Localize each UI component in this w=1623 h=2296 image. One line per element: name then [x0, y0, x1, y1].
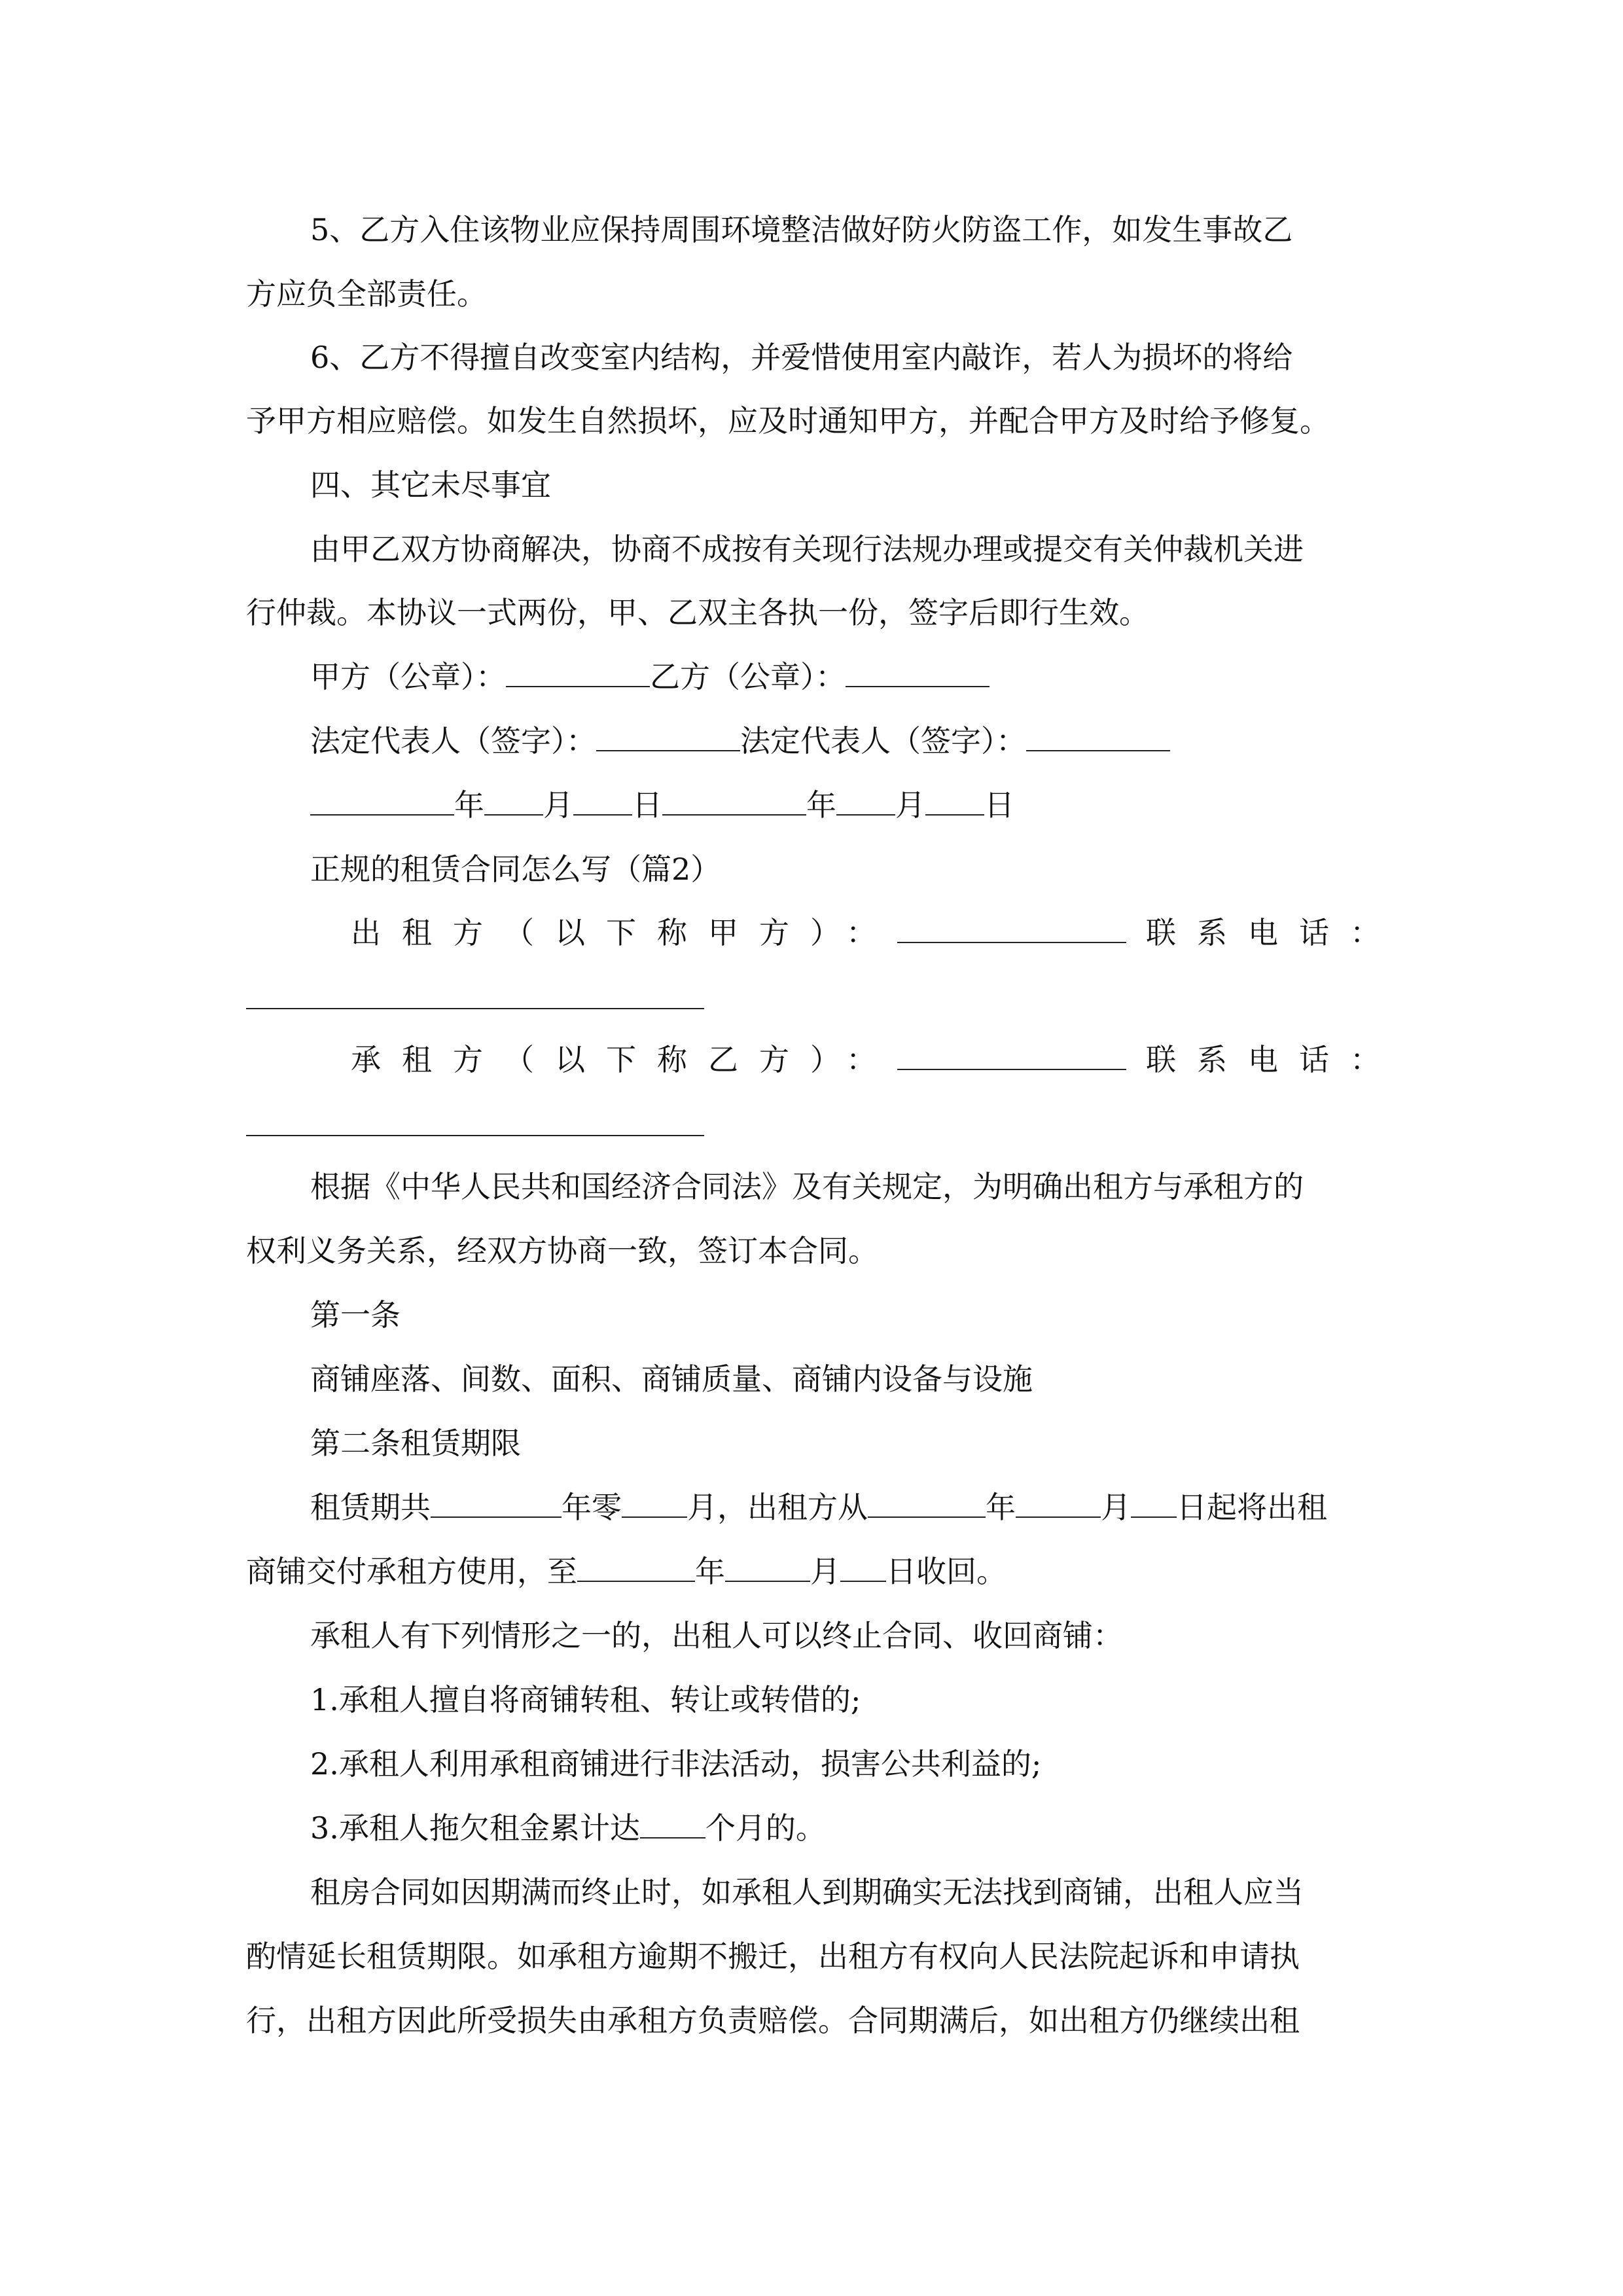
paragraph-7-line-1: 由甲乙双方协商解决，协商不成按有关现行法规办理或提交有关仲裁机关进: [310, 531, 1304, 567]
date-b-day-label: 日: [984, 787, 1014, 823]
paragraph-9-line-1: 租房合同如因期满而终止时，如承租人到期确实无法找到商铺，出租人应当: [310, 1874, 1304, 1910]
date-a-day-blank[interactable]: [573, 788, 632, 816]
lessor-label: 出租方（以下称甲方）：: [351, 915, 897, 950]
term-label-b: 年零: [562, 1490, 622, 1525]
paragraph-6-line-1: 6、乙方不得擅自改变室内结构，并爱惜使用室内敲诈，若人为损坏的将给: [310, 340, 1293, 375]
paragraph-5-line-2: 方应负全部责任。: [246, 276, 487, 312]
termination-conditions: 承租人有下列情形之一的，出租人可以终止合同、收回商铺：: [310, 1618, 1123, 1653]
end-month-blank[interactable]: [725, 1554, 810, 1582]
article-1-heading: 第一条: [310, 1297, 401, 1333]
term-label-e: 月: [1101, 1490, 1131, 1525]
date-a-month-blank[interactable]: [484, 788, 543, 816]
paragraph-8-line-2: 权利义务关系，经双方协商一致，签订本合同。: [246, 1233, 878, 1268]
term2-label-a: 商铺交付承租方使用，至: [246, 1554, 577, 1589]
date-b-day-blank[interactable]: [925, 788, 984, 816]
date-a-day-label: 日: [632, 787, 662, 823]
term-months-blank[interactable]: [622, 1490, 687, 1518]
start-month-blank[interactable]: [1016, 1490, 1101, 1518]
article-2-heading: 第二条租赁期限: [310, 1426, 521, 1461]
lessor-name-blank[interactable]: [897, 916, 1126, 943]
term-line-2: [246, 1539, 1378, 1604]
term-label-c: 月，出租方从: [687, 1490, 868, 1525]
term2-label-b: 年: [695, 1554, 725, 1589]
term-label-d: 年: [986, 1490, 1016, 1525]
term2-label-d: 日收回。: [886, 1554, 1007, 1589]
party-b-seal-label: 乙方（公章）：: [650, 659, 846, 694]
party-a-rep-label: 法定代表人（签字）：: [310, 723, 596, 759]
date-b-month-blank[interactable]: [836, 788, 895, 816]
paragraph-9-line-2: 酌情延长租赁期限。如承租方逾期不搬迁，出租方有权向人民法院起诉和申请执: [246, 1939, 1300, 1974]
lessee-name-blank[interactable]: [897, 1043, 1126, 1070]
term-label-f: 日起将出租: [1177, 1490, 1327, 1525]
date-b-year-label: 年: [806, 787, 836, 823]
term-line-1: [246, 1475, 1378, 1539]
lessee-label: 承租方（以下称乙方）：: [351, 1042, 897, 1077]
condition-3-label-b: 个月的。: [705, 1810, 826, 1846]
signature-rep-line: [246, 709, 1378, 773]
paragraph-7-line-2: 行仲裁。本协议一式两份，甲、乙双主各执一份，签字后即行生效。: [246, 595, 1149, 630]
signature-party-line: [246, 645, 1378, 709]
article-1-body: 商铺座落、间数、面积、商铺质量、商铺内设备与设施: [310, 1361, 1033, 1397]
party-b-rep-blank[interactable]: [1026, 724, 1170, 751]
paragraph-9-line-3: 行，出租方因此所受损失由承租方负责赔偿。合同期满后，如出租方仍继续出租: [246, 2003, 1300, 2038]
party-b-rep-label: 法定代表人（签字）：: [740, 723, 1026, 759]
term-label-a: 租赁期共: [310, 1490, 431, 1525]
lessee-line: [351, 1028, 1483, 1092]
party-b-seal-blank[interactable]: [846, 660, 990, 687]
condition-3-label-a: 3.承租人拖欠租金累计达: [310, 1810, 640, 1846]
start-year-blank[interactable]: [868, 1490, 986, 1518]
condition-1: 1.承租人擅自将商铺转租、转让或转借的;: [310, 1682, 861, 1717]
party-a-seal-label: 甲方（公章）：: [310, 659, 506, 694]
contract-2-title: 正规的租赁合同怎么写（篇2）: [310, 852, 721, 887]
section-4-heading: 四、其它未尽事宜: [310, 467, 551, 503]
term-years-blank[interactable]: [431, 1490, 562, 1518]
start-day-blank[interactable]: [1131, 1490, 1177, 1518]
date-b-month-label: 月: [895, 787, 925, 823]
condition-2: 2.承租人利用承租商铺进行非法活动，损害公共利益的;: [310, 1746, 1042, 1782]
date-b-year-blank[interactable]: [662, 788, 806, 816]
date-a-month-label: 月: [543, 787, 573, 823]
arrears-months-blank[interactable]: [640, 1811, 705, 1839]
lessee-phone-label: 联系电话：: [1146, 1042, 1401, 1077]
party-a-rep-blank[interactable]: [596, 724, 740, 751]
paragraph-8-line-1: 根据《中华人民共和国经济合同法》及有关规定，为明确出租方与承租方的: [310, 1169, 1304, 1204]
term2-label-c: 月: [810, 1554, 840, 1589]
lessor-line: [351, 901, 1483, 965]
lessee-phone-blank[interactable]: [246, 1135, 704, 1136]
date-a-year-blank[interactable]: [310, 788, 454, 816]
end-day-blank[interactable]: [840, 1554, 886, 1582]
paragraph-6-line-2: 予甲方相应赔偿。如发生自然损坏，应及时通知甲方，并配合甲方及时给予修复。: [246, 403, 1330, 439]
lessor-phone-blank[interactable]: [246, 1008, 704, 1009]
party-a-seal-blank[interactable]: [506, 660, 650, 687]
end-year-blank[interactable]: [577, 1554, 695, 1582]
lessor-phone-label: 联系电话：: [1146, 915, 1401, 950]
paragraph-5-line-1: 5、乙方入住该物业应保持周围环境整洁做好防火防盗工作，如发生事故乙: [310, 212, 1293, 247]
date-a-year-label: 年: [454, 787, 484, 823]
signature-date-line: [246, 773, 1378, 837]
condition-3: [246, 1796, 1378, 1860]
